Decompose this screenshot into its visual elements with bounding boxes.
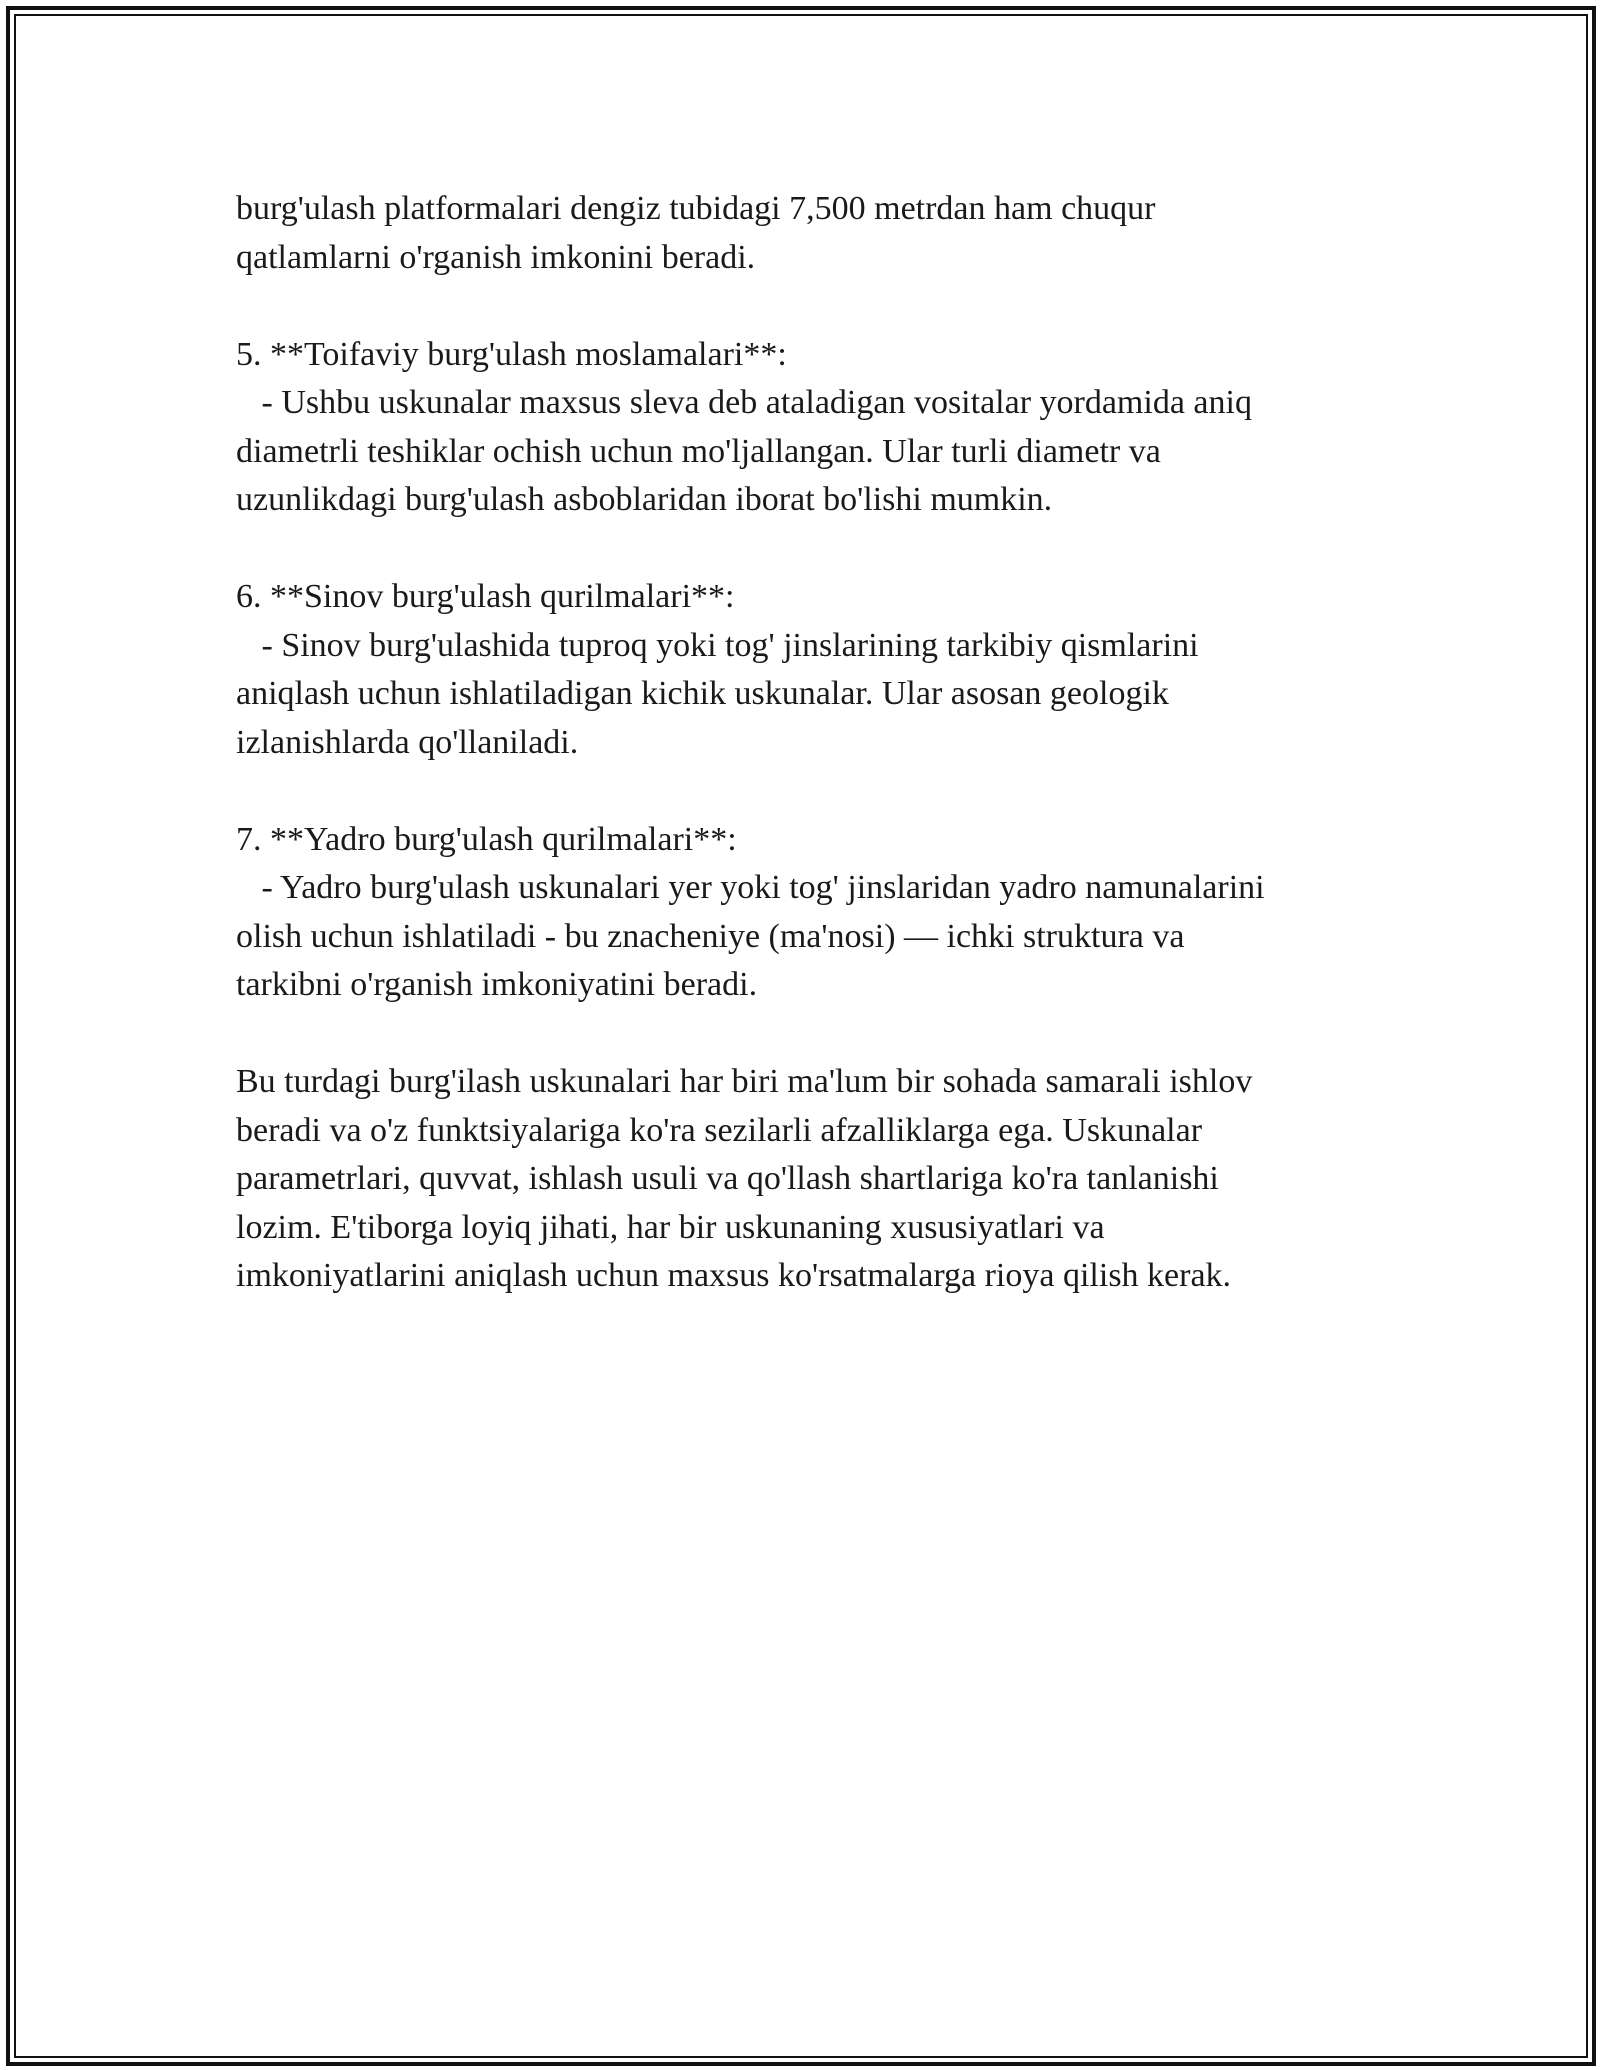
paragraph-conclusion bbox=[236, 1058, 1416, 1301]
text-line: lozim. E'tiborga loyiq jihati, har bir uskunaning xususiyatlari va bbox=[236, 1208, 1105, 1246]
text-line: izlanishlarda qo'llaniladi. bbox=[236, 723, 579, 761]
list-item-6 bbox=[236, 573, 1416, 767]
list-item-heading: 7. **Yadro burg'ulash qurilmalari**: bbox=[236, 820, 737, 858]
text-line: qatlamlarni o'rganish imkonini beradi. bbox=[236, 238, 756, 276]
text-line: Bu turdagi burg'ilash uskunalari har biri ma'lum bir sohada samarali ishlov bbox=[236, 1063, 1253, 1100]
text-line: uzunlikdagi burg'ulash asboblaridan iborat bo'lishi mumkin. bbox=[236, 481, 1053, 518]
list-item-7 bbox=[236, 816, 1416, 1010]
text-line: burg'ulash platformalari dengiz tubidagi 7,500 metrdan ham chuqur bbox=[236, 190, 1156, 227]
text-line: diametrli teshiklar ochish uchun mo'ljallangan. Ular turli diametr va bbox=[236, 432, 1161, 470]
paragraph-intro bbox=[236, 185, 1416, 282]
list-item-5 bbox=[236, 331, 1416, 525]
paragraph-gap bbox=[236, 525, 1416, 574]
list-item-heading: 6. **Sinov burg'ulash qurilmalari**: bbox=[236, 578, 735, 615]
text-line: olish uchun ishlatiladi - bu znacheniye (ma'nosi) — ichki struktura va bbox=[236, 917, 1185, 955]
text-line: tarkibni o'rganish imkoniyatini beradi. bbox=[236, 966, 758, 1003]
text-line: - Sinov burg'ulashida tuproq yoki tog' jinslarining tarkibiy qismlarini bbox=[236, 626, 1199, 664]
document-body bbox=[236, 185, 1416, 1301]
paragraph-gap bbox=[236, 767, 1416, 816]
text-line: aniqlash uchun ishlatiladigan kichik uskunalar. Ular asosan geologik bbox=[236, 675, 1169, 712]
text-line: imkoniyatlarini aniqlash uchun maxsus ko'rsatmalarga rioya qilish kerak. bbox=[236, 1257, 1232, 1294]
text-line: beradi va o'z funktsiyalariga ko'ra sezilarli afzalliklarga ega. Uskunalar bbox=[236, 1111, 1203, 1149]
text-line: - Yadro burg'ulash uskunalari yer yoki tog' jinslaridan yadro namunalarini bbox=[236, 869, 1265, 906]
paragraph-gap bbox=[236, 282, 1416, 331]
text-line: parametrlari, quvvat, ishlash usuli va qo'llash shartlariga ko'ra tanlanishi bbox=[236, 1160, 1219, 1197]
list-item-heading: 5. **Toifaviy burg'ulash moslamalari**: bbox=[236, 335, 787, 373]
paragraph-gap bbox=[236, 1010, 1416, 1059]
text-line: - Ushbu uskunalar maxsus sleva deb ataladigan vositalar yordamida aniq bbox=[236, 384, 1252, 421]
